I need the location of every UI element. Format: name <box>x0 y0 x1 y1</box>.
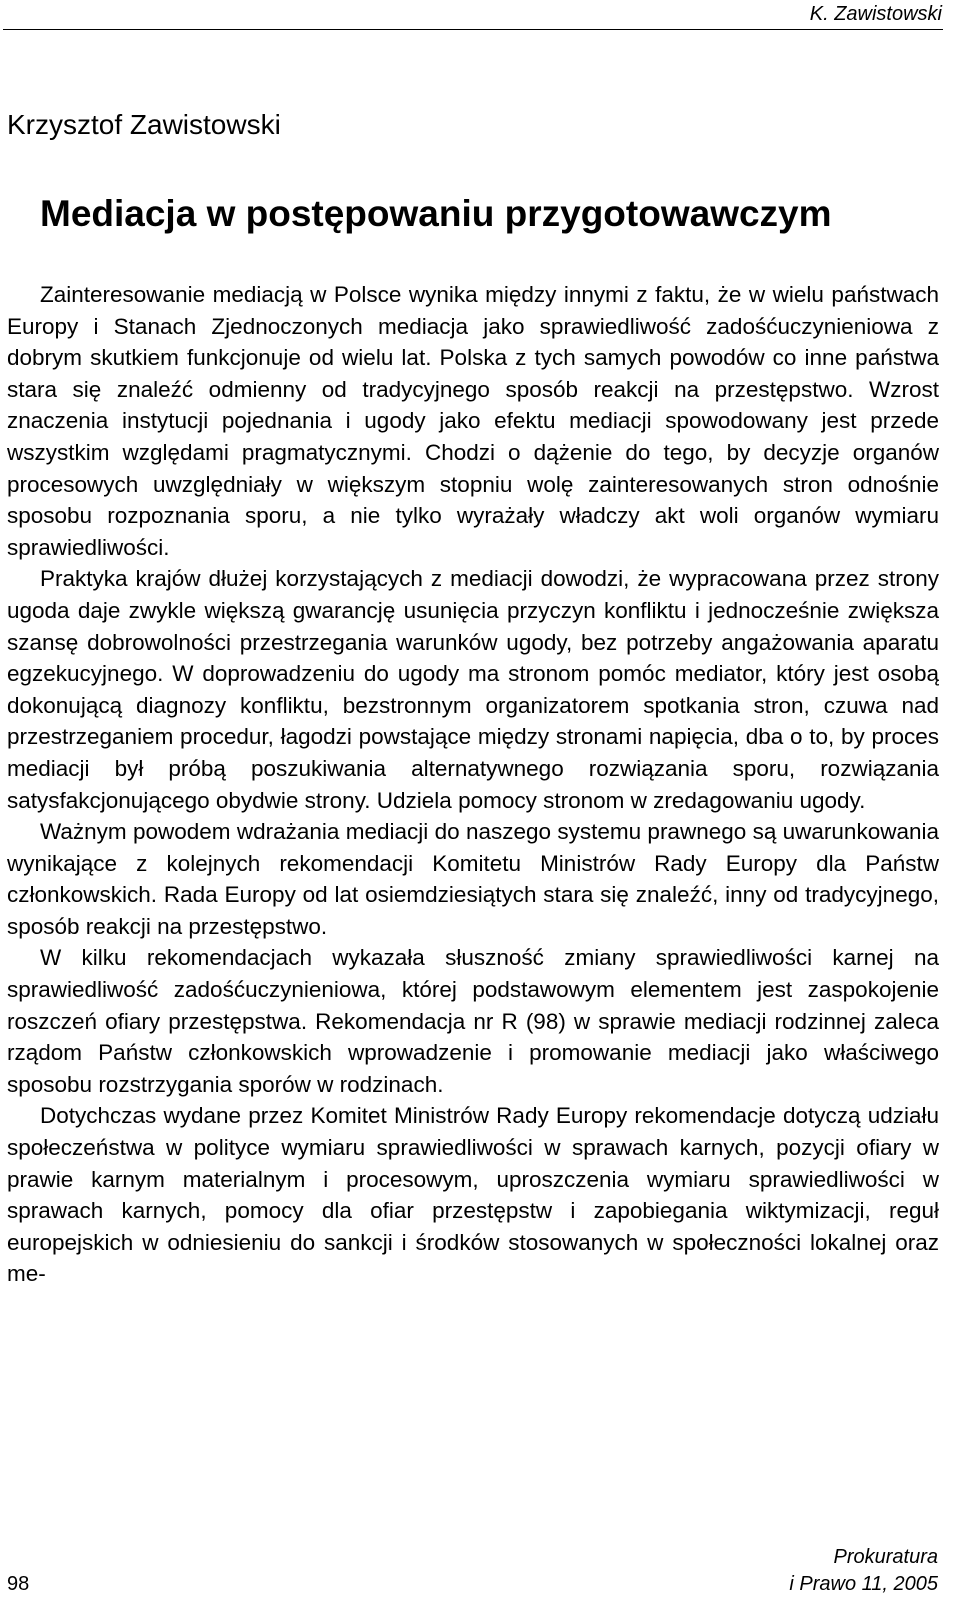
paragraph: W kilku rekomendacjach wykazała słuszność zmiany sprawiedliwości karnej na sprawiedliwość zadośćuczynieniowa, której podstawowym elementem jest zaspokojenie roszczeń ofiary przestępstwa. Rekomendacja nr R (98) w sprawie mediacji rodzinnej zaleca rządom Państw członkowskich wprowadzenie i promowanie mediacji jako właściwego sposobu rozstrzygania sporów w rodzinach. <box>7 945 939 1097</box>
journal-citation <box>789 1544 938 1598</box>
paragraph: Praktyka krajów dłużej korzystających z mediacji dowodzi, że wypracowana przez strony ugoda daje zwykle większą gwarancję usunięcia przyczyn konfliktu i jednocześnie zwiększa szansę dobrowolności przestrzegania warunków ugody, bez potrzeby angażowania aparatu egzekucyjnego. W doprowadzeniu do ugody ma stronom pomóc mediator, który jest osobą dokonującą diagnozy konfliktu, bezstronnym organizatorem spotkania stron, czuwa nad przestrzeganiem procedur, łagodzi powstające między stronami napięcia, dba o to, by proces mediacji był próbą poszukiwania alternatywnego rozwiązania sporu, rozwiązania satysfakcjonującego obydwie strony. Udziela pomocy stronom w zredagowaniu ugody. <box>7 566 939 813</box>
author-name: Krzysztof Zawistowski <box>7 109 281 140</box>
journal-name: Prokuratura <box>833 1546 938 1568</box>
article-title: Mediacja w postępowaniu przygotowawczym <box>40 193 832 234</box>
header-rule <box>3 29 943 30</box>
paragraph: Zainteresowanie mediacją w Polsce wynika między innymi z faktu, że w wielu państwach Europy i Stanach Zjednoczonych mediacja jako sprawiedliwość zadośćuczynieniowa z dobrym skutkiem funkcjonuje od wielu lat. Polska z tych samych powodów co inne państwa stara się znaleźć odmienny od tradycyjnego sposób reakcji na przestępstwo. Wzrost znaczenia instytucji pojednania i ugody jako efektu mediacji spowodowany jest przede wszystkim względami pragmatycznymi. Chodzi o dążenie do tego, by decyzje organów procesowych uwzględniały w większym stopniu wolę zainteresowanych stron odnośnie sposobu rozpoznania sporu, a nie tylko wyrażały władczy akt woli organów wymiaru sprawiedliwości. <box>7 282 939 560</box>
paragraph: Ważnym powodem wdrażania mediacji do naszego systemu prawnego są uwarunkowania wynikające z kolejnych rekomendacji Komitetu Ministrów Rady Europy dla Państw członkowskich. Rada Europy od lat osiemdziesiątych stara się znaleźć, inny od tradycyjnego, sposób reakcji na przestępstwo. <box>7 819 939 939</box>
journal-issue: i Prawo 11, 2005 <box>789 1573 938 1595</box>
article-body <box>7 279 939 1290</box>
page-number: 98 <box>7 1573 30 1595</box>
paragraph: Dotychczas wydane przez Komitet Ministrów Rady Europy rekomendacje dotyczą udziału społeczeństwa w polityce wymiaru sprawiedliwości w sprawach karnych, pozycji ofiary w prawie karnym materialnym i procesowym, uproszczenia wymiaru sprawiedliwości w sprawach karnych, pomocy dla ofiar przestępstw i zapobiegania wiktymizacji, reguł europejskich w odniesieniu do sankcji i środków stosowanych w społeczności lokalnej oraz me- <box>7 1103 939 1287</box>
running-head: K. Zawistowski <box>809 3 942 25</box>
